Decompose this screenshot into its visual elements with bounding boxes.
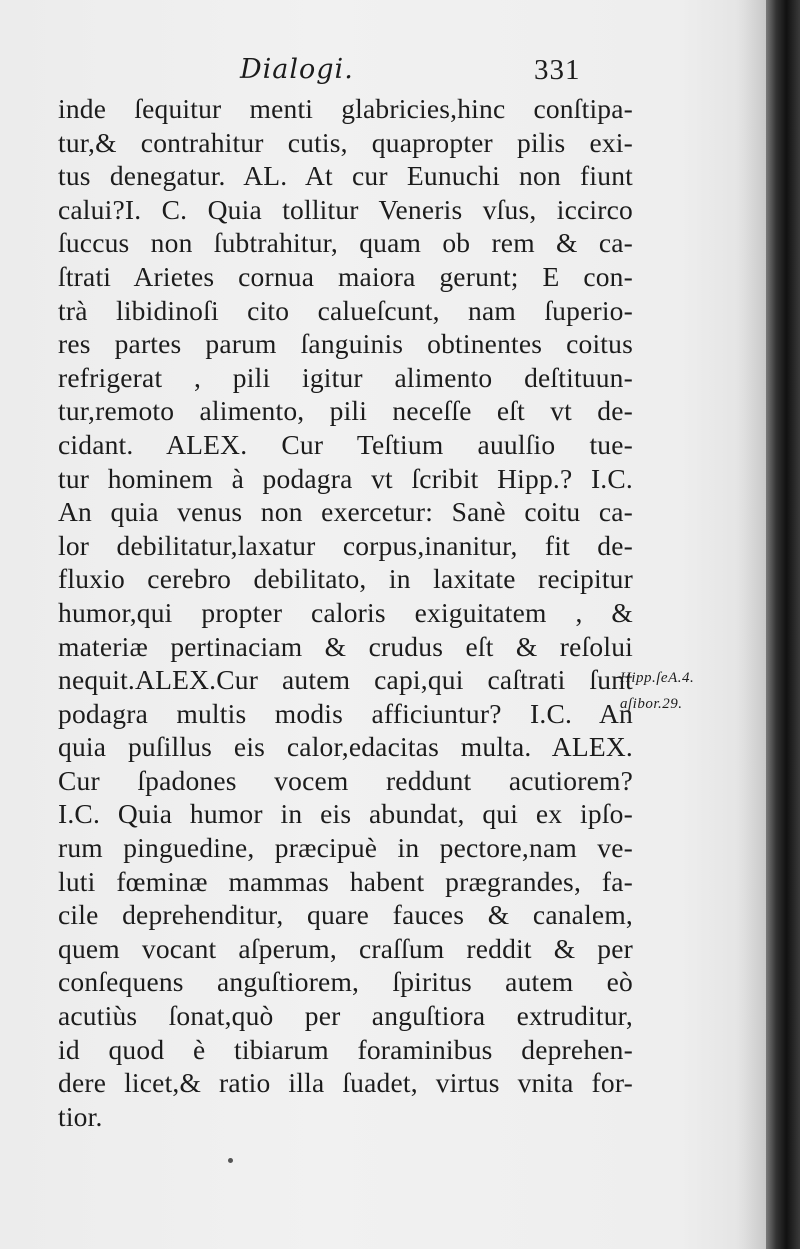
- text-line: refrigerat , pili igitur alimento deſtituun-: [58, 361, 633, 393]
- text-line: cidant. ALEX. Cur Teſtium auulſio tue-: [58, 428, 633, 460]
- text-line: id quod è tibiarum foraminibus deprehen-: [58, 1033, 633, 1065]
- text-line: conſequens anguſtiorem, ſpiritus autem eò: [58, 966, 633, 998]
- book-binding-edge: [766, 0, 800, 1249]
- text-line: luti fœminæ mammas habent prægrandes, fa-: [58, 865, 633, 897]
- text-line: nequit.ALEX.Cur autem capi,qui caſtrati ſunt: [58, 664, 633, 696]
- text-line: An quia venus non exercetur: Sanè coitu ca-: [58, 496, 633, 528]
- text-line: dere licet,& ratio illa ſuadet, virtus vnita for-: [58, 1067, 633, 1099]
- text-line: fluxio cerebro debilitato, in laxitate recipitur: [58, 563, 633, 595]
- text-line: tior.: [58, 1100, 103, 1132]
- text-line: quia puſillus eis calor,edacitas multa. ALEX.: [58, 731, 633, 763]
- text-line: trà libidinoſi cito calueſcunt, nam ſuperio-: [58, 294, 633, 326]
- text-line: quem vocant aſperum, craſſum reddit & per: [58, 932, 633, 964]
- gutter-shadow: [736, 0, 766, 1249]
- text-line: humor,qui propter caloris exiguitatem , &: [58, 596, 633, 628]
- text-line: tur hominem à podagra vt ſcribit Hipp.? I.C.: [58, 462, 633, 494]
- text-line: calui?I. C. Quia tollitur Veneris vſus, iccirco: [58, 193, 633, 225]
- text-line: res partes parum ſanguinis obtinentes coitus: [58, 328, 633, 360]
- body-text: [58, 92, 633, 1133]
- text-line: tur,& contrahitur cutis, quapropter pilis exi-: [58, 126, 633, 158]
- text-line: acutiùs ſonat,quò per anguſtiora extruditur,: [58, 1000, 633, 1032]
- marginal-citation: [620, 665, 694, 717]
- marginal-citation-line: Hipp.ſeA.4.: [620, 670, 695, 686]
- text-line: ſtrati Arietes cornua maiora gerunt; E con-: [58, 260, 633, 292]
- ink-speck: [228, 1158, 233, 1163]
- text-line: lor debilitatur,laxatur corpus,inanitur, fit de-: [58, 529, 633, 561]
- text-line: podagra multis modis afficiuntur? I.C. An: [58, 697, 633, 729]
- text-line: materiæ pertinaciam & crudus eſt & reſolui: [58, 630, 633, 662]
- text-line: tur,remoto alimento, pili neceſſe eſt vt de-: [58, 395, 633, 427]
- text-line: Cur ſpadones vocem reddunt acutiorem?: [58, 764, 633, 796]
- text-line: I.C. Quia humor in eis abundat, qui ex ipſo-: [58, 798, 633, 830]
- text-line: inde ſequitur menti glabricies,hinc conſtipa-: [58, 93, 633, 124]
- text-line: cile deprehenditur, quare fauces & canalem,: [58, 899, 633, 931]
- text-line: ſuccus non ſubtrahitur, quam ob rem & ca-: [58, 227, 633, 259]
- running-head: Dialogi.: [240, 54, 354, 85]
- marginal-citation-line: aſibor.29.: [620, 696, 683, 712]
- text-line: rum pinguedine, præcipuè in pectore,nam ve-: [58, 832, 633, 864]
- text-line: tus denegatur. AL. At cur Eunuchi non fiunt: [58, 160, 633, 192]
- page-number: 331: [534, 54, 581, 86]
